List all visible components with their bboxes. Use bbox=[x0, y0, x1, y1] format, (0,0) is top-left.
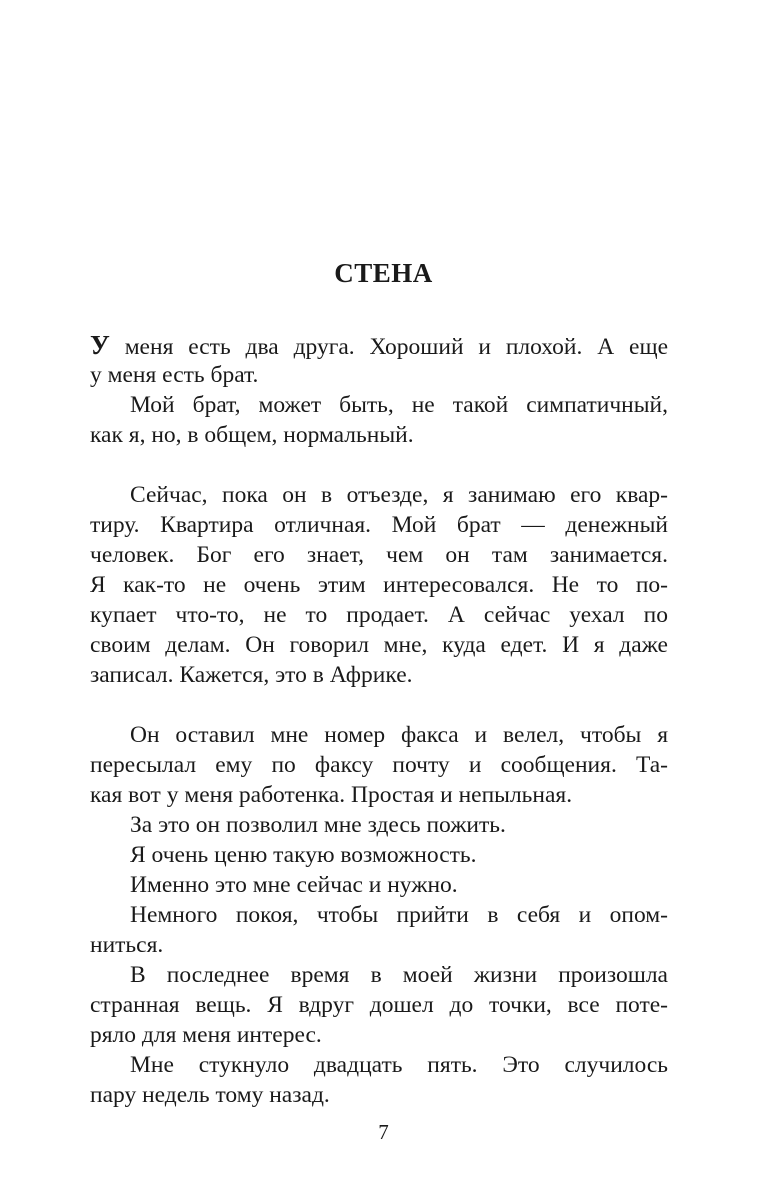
text-line-first bbox=[90, 330, 668, 362]
text-line: ниться. bbox=[90, 932, 164, 958]
text-line: своим делам. Он говорил мне, куда едет. И я даже bbox=[90, 632, 668, 658]
text-line: Мне стукнуло двадцать пять. Это случилось bbox=[130, 1052, 668, 1078]
text-line: ряло для меня интерес. bbox=[90, 1022, 322, 1048]
text-line: Немного покоя, чтобы прийти в себя и опом- bbox=[130, 902, 668, 928]
text-line: Я очень ценю такую возможность. bbox=[130, 842, 477, 868]
text-line: купает что-то, не то продает. А сейчас уехал по bbox=[90, 602, 668, 628]
text-line: За это он позволил мне здесь пожить. bbox=[130, 812, 506, 838]
text-line: как я, но, в общем, нормальный. bbox=[90, 422, 414, 448]
first-line-text: меня есть два друга. Хороший и плохой. А еще bbox=[109, 334, 668, 360]
chapter-title: СТЕНА bbox=[334, 258, 433, 288]
text-line: кая вот у меня работенка. Простая и непыльная. bbox=[90, 782, 573, 808]
text-line: пересылал ему по факсу почту и сообщения. Та- bbox=[90, 752, 668, 778]
text-line: Именно это мне сейчас и нужно. bbox=[130, 872, 458, 898]
text-line: Я как-то не очень этим интересовался. Не то по- bbox=[90, 572, 668, 598]
text-line: Мой брат, может быть, не такой симпатичный, bbox=[130, 392, 668, 418]
text-line: тиру. Квартира отличная. Мой брат — денежный bbox=[90, 512, 668, 538]
text-line: В последнее время в моей жизни произошла bbox=[130, 962, 668, 988]
dropcap-letter: У bbox=[90, 330, 110, 360]
page-number: 7 bbox=[378, 1120, 389, 1144]
text-line: Сейчас, пока он в отъезде, я занимаю его квар- bbox=[130, 482, 668, 508]
text-line: человек. Бог его знает, чем он там занимается. bbox=[90, 542, 668, 568]
text-line: пару недель тому назад. bbox=[90, 1082, 330, 1108]
text-line: Он оставил мне номер факса и велел, чтобы я bbox=[130, 722, 668, 748]
text-line: странная вещь. Я вдруг дошел до точки, все поте- bbox=[90, 992, 668, 1018]
text-line: у меня есть брат. bbox=[90, 362, 259, 388]
text-line: записал. Кажется, это в Африке. bbox=[90, 662, 413, 688]
